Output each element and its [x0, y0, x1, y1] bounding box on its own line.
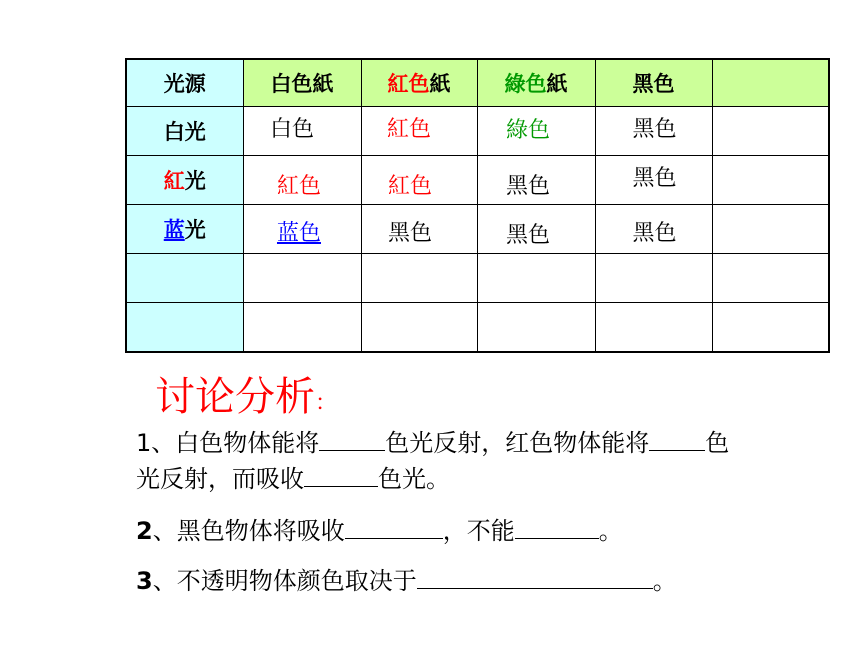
table-cell: 黑色 — [595, 205, 712, 254]
table-cell: 黑色 — [477, 205, 595, 254]
table-cell: 黑色 — [361, 205, 477, 254]
table-cell: 綠色 — [477, 107, 595, 156]
table-cell — [712, 205, 829, 254]
table-cell — [712, 303, 829, 353]
table-cell — [712, 156, 829, 205]
table-row — [126, 107, 829, 156]
table-row — [126, 205, 829, 254]
table-cell — [712, 254, 829, 303]
table-cell — [712, 107, 829, 156]
table-header-row — [126, 59, 829, 107]
table-row — [126, 156, 829, 205]
question-2: 2、黑色物体将吸收 ，不能 。 — [136, 512, 623, 549]
table-cell — [595, 254, 712, 303]
color-table — [125, 58, 830, 353]
table-cell — [477, 303, 595, 353]
table-cell — [243, 254, 361, 303]
header-red-paper: 紅色紙 — [361, 59, 477, 107]
row-label-white-light: 白光 — [126, 107, 243, 156]
table-cell: 黑色 — [595, 107, 712, 156]
table-row — [126, 254, 829, 303]
row-label-empty — [126, 303, 243, 353]
question-1-line-2: 光反射，而吸收 色光。 — [136, 460, 450, 497]
row-label-blue-light: 蓝光 — [126, 205, 243, 254]
header-white-paper: 白色紙 — [243, 59, 361, 107]
blank-field — [345, 512, 443, 539]
table-cell — [477, 254, 595, 303]
blank-field — [417, 562, 653, 589]
table-cell: 蓝色 — [243, 205, 361, 254]
discussion-title: 讨论分析： — [155, 374, 338, 420]
blank-field — [649, 424, 705, 451]
row-label-red-light: 紅光 — [126, 156, 243, 205]
table-cell: 黑色 — [595, 156, 712, 205]
table-cell: 紅色 — [361, 156, 477, 205]
table-cell — [361, 303, 477, 353]
table-row — [126, 303, 829, 353]
blank-field — [304, 460, 378, 487]
header-light-source: 光源 — [126, 59, 243, 107]
table-cell — [243, 303, 361, 353]
table-cell: 紅色 — [243, 156, 361, 205]
table-cell: 白色 — [243, 107, 361, 156]
table-cell: 紅色 — [361, 107, 477, 156]
table-cell — [595, 303, 712, 353]
header-black: 黑色 — [595, 59, 712, 107]
header-green-paper: 綠色紙 — [477, 59, 595, 107]
row-label-empty — [126, 254, 243, 303]
blank-field — [319, 424, 385, 451]
question-1: 1、白色物体能将 色光反射，红色物体能将 色 — [136, 424, 729, 461]
table-cell: 黑色 — [477, 156, 595, 205]
header-empty — [712, 59, 829, 107]
blank-field — [515, 512, 599, 539]
table-cell — [361, 254, 477, 303]
question-3: 3、不透明物体颜色取决于 。 — [136, 562, 677, 599]
